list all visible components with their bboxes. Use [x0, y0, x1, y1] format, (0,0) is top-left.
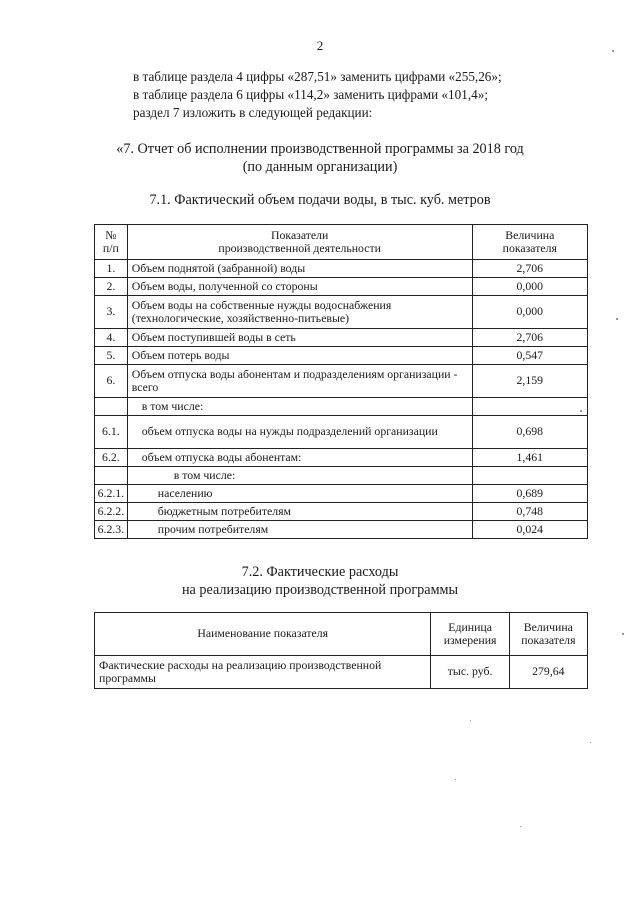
section-7-subtitle: (по данным организации) — [242, 159, 398, 175]
row-num — [95, 398, 128, 416]
table-row — [95, 347, 588, 365]
row-name: Объем воды, полученной со стороны — [127, 278, 472, 296]
section-72-title: 7.2. Фактические расходы — [241, 564, 399, 580]
row-num: 6.2.1. — [95, 485, 128, 503]
table-row — [95, 329, 588, 347]
section-7-heading — [0, 140, 640, 176]
row-num: 6.2. — [95, 449, 128, 467]
water-supply-table — [94, 224, 588, 539]
table-row — [95, 521, 588, 539]
row-value: 0,000 — [472, 278, 587, 296]
header-num — [95, 225, 128, 260]
scan-speck — [580, 410, 582, 412]
row-name: объем отпуска воды абонентам: — [127, 449, 472, 467]
table-row — [95, 416, 588, 449]
row-name: Объем поднятой (забранной) воды — [127, 260, 472, 278]
header-name: Наименование показателя — [95, 613, 431, 656]
row-value: 279,64 — [509, 656, 587, 689]
header-num-line: п/п — [102, 241, 119, 255]
row-num: 2. — [95, 278, 128, 296]
section-71-heading: 7.1. Фактический объем подачи воды, в тыс. куб. метров — [149, 192, 491, 208]
scan-speck — [470, 720, 471, 721]
amendment-line: в таблице раздела 4 цифры «287,51» заменить цифрами «255,26»; — [133, 69, 502, 84]
amendment-line: в таблице раздела 6 цифры «114,2» заменить цифрами «101,4»; — [133, 87, 488, 102]
row-name: в том числе: — [127, 467, 472, 485]
table-row — [95, 449, 588, 467]
table-row — [95, 296, 588, 329]
row-value: 0,000 — [472, 296, 587, 329]
scan-speck — [622, 633, 624, 635]
section-72-heading — [0, 563, 640, 599]
row-value — [472, 467, 587, 485]
row-name: Фактические расходы на реализацию производственной программы — [95, 656, 431, 689]
row-name: прочим потребителям — [127, 521, 472, 539]
header-value-line: показателя — [521, 633, 576, 647]
table-row — [95, 503, 588, 521]
header-num-line: № — [105, 228, 117, 242]
row-num — [95, 467, 128, 485]
page-number: 2 — [316, 38, 324, 53]
header-value — [509, 613, 587, 656]
header-indicator-line: Показатели — [270, 228, 329, 242]
row-value: 0,698 — [472, 416, 587, 449]
amendment-line: раздел 7 изложить в следующей редакции: — [133, 105, 373, 120]
expenses-table — [94, 612, 588, 689]
row-value: 0,024 — [472, 521, 587, 539]
amendment-text — [133, 68, 603, 122]
table-row — [95, 398, 588, 416]
row-value: 0,748 — [472, 503, 587, 521]
table-row — [95, 656, 588, 689]
section-7-title: «7. Отчет об исполнении производственной программы за 2018 год — [116, 141, 524, 157]
row-num: 6.1. — [95, 416, 128, 449]
row-name: Объем потерь воды — [127, 347, 472, 365]
header-value — [472, 225, 587, 260]
header-value-line: показателя — [502, 241, 557, 255]
row-name: Объем отпуска воды абонентам и подразделениям организации - всего — [127, 365, 472, 398]
row-num: 1. — [95, 260, 128, 278]
table-header-row — [95, 613, 588, 656]
row-value: 2,706 — [472, 329, 587, 347]
row-value: 0,689 — [472, 485, 587, 503]
row-name: Объем поступившей воды в сеть — [127, 329, 472, 347]
row-num: 6.2.2. — [95, 503, 128, 521]
header-value-line: Величина — [505, 228, 555, 242]
header-unit-line: измерения — [443, 633, 497, 647]
scan-speck — [616, 318, 618, 320]
table-row — [95, 278, 588, 296]
header-unit — [431, 613, 509, 656]
section-72-subtitle: на реализацию производственной программы — [181, 582, 459, 598]
row-value: 1,461 — [472, 449, 587, 467]
row-name: в том числе: — [127, 398, 472, 416]
table-row — [95, 260, 588, 278]
row-value: 2,159 — [472, 365, 587, 398]
header-unit-line: Единица — [448, 619, 492, 634]
row-num: 4. — [95, 329, 128, 347]
row-name: населению — [127, 485, 472, 503]
row-name: объем отпуска воды на нужды подразделений организации — [127, 416, 472, 449]
row-num: 5. — [95, 347, 128, 365]
header-indicator-line: производственной деятельности — [218, 241, 381, 255]
table-row — [95, 467, 588, 485]
scan-speck — [520, 826, 521, 827]
table-header-row — [95, 225, 588, 260]
row-value: 2,706 — [472, 260, 587, 278]
header-value-line: Величина — [523, 619, 573, 634]
row-num: 3. — [95, 296, 128, 329]
row-name: Объем воды на собственные нужды водоснабжения (технологические, хозяйственно-питьевые) — [127, 296, 472, 329]
table-row — [95, 485, 588, 503]
row-name: бюджетным потребителям — [127, 503, 472, 521]
row-unit: тыс. руб. — [431, 656, 509, 689]
scan-speck — [590, 742, 591, 743]
row-num: 6.2.3. — [95, 521, 128, 539]
table-row — [95, 365, 588, 398]
scan-speck — [455, 779, 456, 780]
scan-speck — [612, 50, 614, 52]
header-indicator — [127, 225, 472, 260]
row-value — [472, 398, 587, 416]
row-value: 0,547 — [472, 347, 587, 365]
row-num: 6. — [95, 365, 128, 398]
